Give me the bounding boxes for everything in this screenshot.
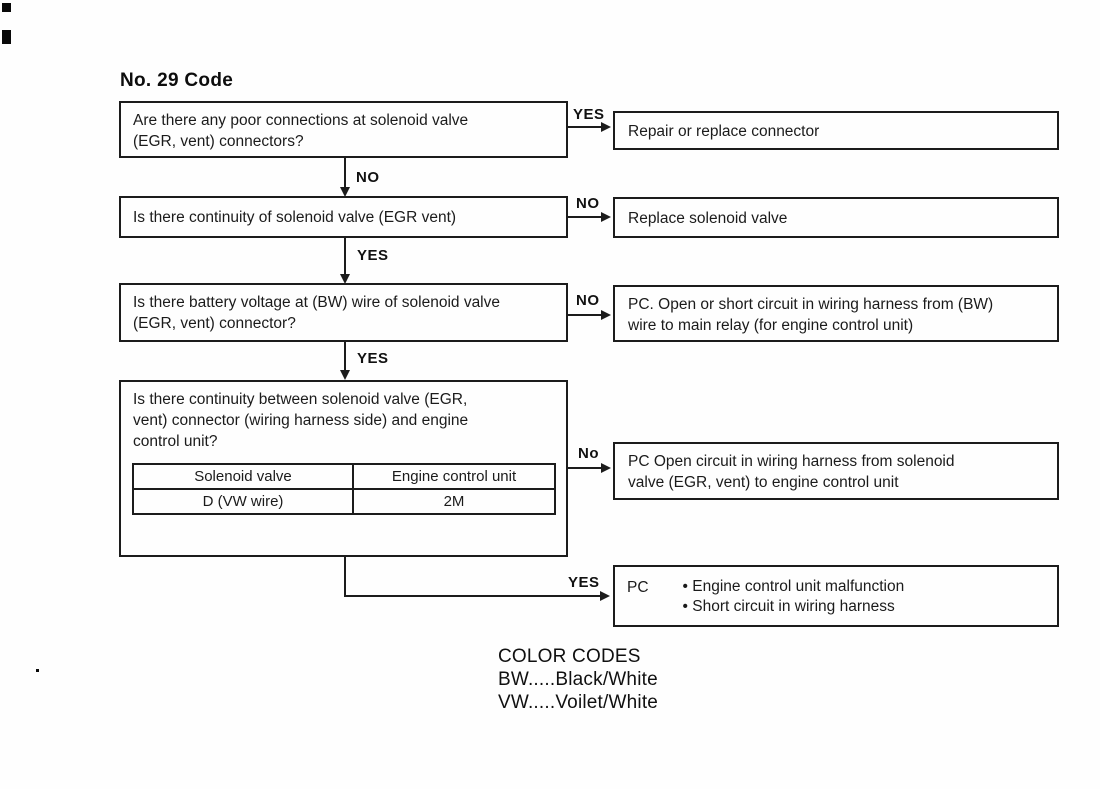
question-text: Is there continuity between solenoid valve (EGR, xyxy=(133,391,468,408)
color-code-entry: BW.....Black/White xyxy=(498,669,658,690)
arrow-right-icon xyxy=(601,122,611,132)
page-title: No. 29 Code xyxy=(120,70,234,91)
connector-line xyxy=(344,342,346,372)
continuity-table-header-row xyxy=(133,464,555,489)
label-no-3: NO xyxy=(576,292,600,309)
connector-line xyxy=(568,216,604,218)
label-no-2: NO xyxy=(576,195,600,212)
question-text: Are there any poor connections at solenoid valve xyxy=(133,112,469,129)
label-no-1: NO xyxy=(356,169,380,186)
result-bullet-list xyxy=(683,577,905,617)
connector-line xyxy=(344,595,602,597)
label-no-4: No xyxy=(578,445,599,462)
arrow-right-icon xyxy=(601,463,611,473)
question-text: Is there continuity of solenoid valve (EGR vent) xyxy=(133,209,457,226)
arrow-right-icon xyxy=(600,591,610,601)
connector-line xyxy=(344,238,346,275)
table-header-engine-control-unit: Engine control unit xyxy=(353,464,555,489)
arrow-down-icon xyxy=(340,187,350,197)
result-box-ecu-malfunction xyxy=(613,565,1059,627)
result-box-replace-valve xyxy=(613,197,1059,238)
continuity-table-data-row xyxy=(133,489,555,514)
result-text: valve (EGR, vent) to engine control unit xyxy=(628,474,899,491)
result-text: PC. Open or short circuit in wiring harness from (BW) xyxy=(628,296,994,313)
color-codes-legend xyxy=(498,645,658,714)
result-content xyxy=(615,567,1057,617)
arrow-right-icon xyxy=(601,212,611,222)
arrow-right-icon xyxy=(601,310,611,320)
color-codes-title: COLOR CODES xyxy=(498,646,641,667)
question-text: (EGR, vent) connector? xyxy=(133,315,296,332)
result-text: PC Open circuit in wiring harness from solenoid xyxy=(628,453,955,470)
label-yes-4: YES xyxy=(568,574,600,591)
question-text: Is there battery voltage at (BW) wire of solenoid valve xyxy=(133,294,500,311)
question-text: (EGR, vent) connectors? xyxy=(133,133,304,150)
connector-line xyxy=(568,314,604,316)
label-yes-1: YES xyxy=(573,106,605,123)
question-text: control unit? xyxy=(133,433,218,450)
question-box-2 xyxy=(119,196,568,238)
scan-artifact xyxy=(36,669,39,672)
color-code-entry: VW.....Voilet/White xyxy=(498,692,659,713)
bullet-item: • Short circuit in wiring harness xyxy=(683,597,905,617)
question-box-4 xyxy=(119,380,568,557)
result-box-open-circuit xyxy=(613,442,1059,500)
arrow-down-icon xyxy=(340,370,350,380)
result-text: wire to main relay (for engine control unit) xyxy=(628,317,914,334)
bullet-item: • Engine control unit malfunction xyxy=(683,577,905,597)
pc-prefix: PC xyxy=(627,579,649,596)
question-box-3 xyxy=(119,283,568,342)
question-box-1 xyxy=(119,101,568,158)
scan-artifact xyxy=(2,3,11,12)
connector-line xyxy=(568,467,604,469)
question-text: vent) connector (wiring harness side) and engine xyxy=(133,412,469,429)
scan-artifact xyxy=(2,30,11,44)
arrow-down-icon xyxy=(340,274,350,284)
connector-line xyxy=(344,158,346,189)
result-text: Replace solenoid valve xyxy=(628,210,788,227)
result-box-open-short-circuit xyxy=(613,285,1059,342)
label-yes-2: YES xyxy=(357,247,389,264)
table-header-solenoid-valve: Solenoid valve xyxy=(133,464,353,489)
continuity-table xyxy=(132,463,556,515)
result-text: Repair or replace connector xyxy=(628,123,820,140)
connector-line xyxy=(568,126,604,128)
table-cell-solenoid-wire: D (VW wire) xyxy=(133,489,353,514)
label-yes-3: YES xyxy=(357,350,389,367)
result-box-repair-connector xyxy=(613,111,1059,150)
connector-line xyxy=(344,557,346,597)
table-cell-ecu-pin: 2M xyxy=(353,489,555,514)
